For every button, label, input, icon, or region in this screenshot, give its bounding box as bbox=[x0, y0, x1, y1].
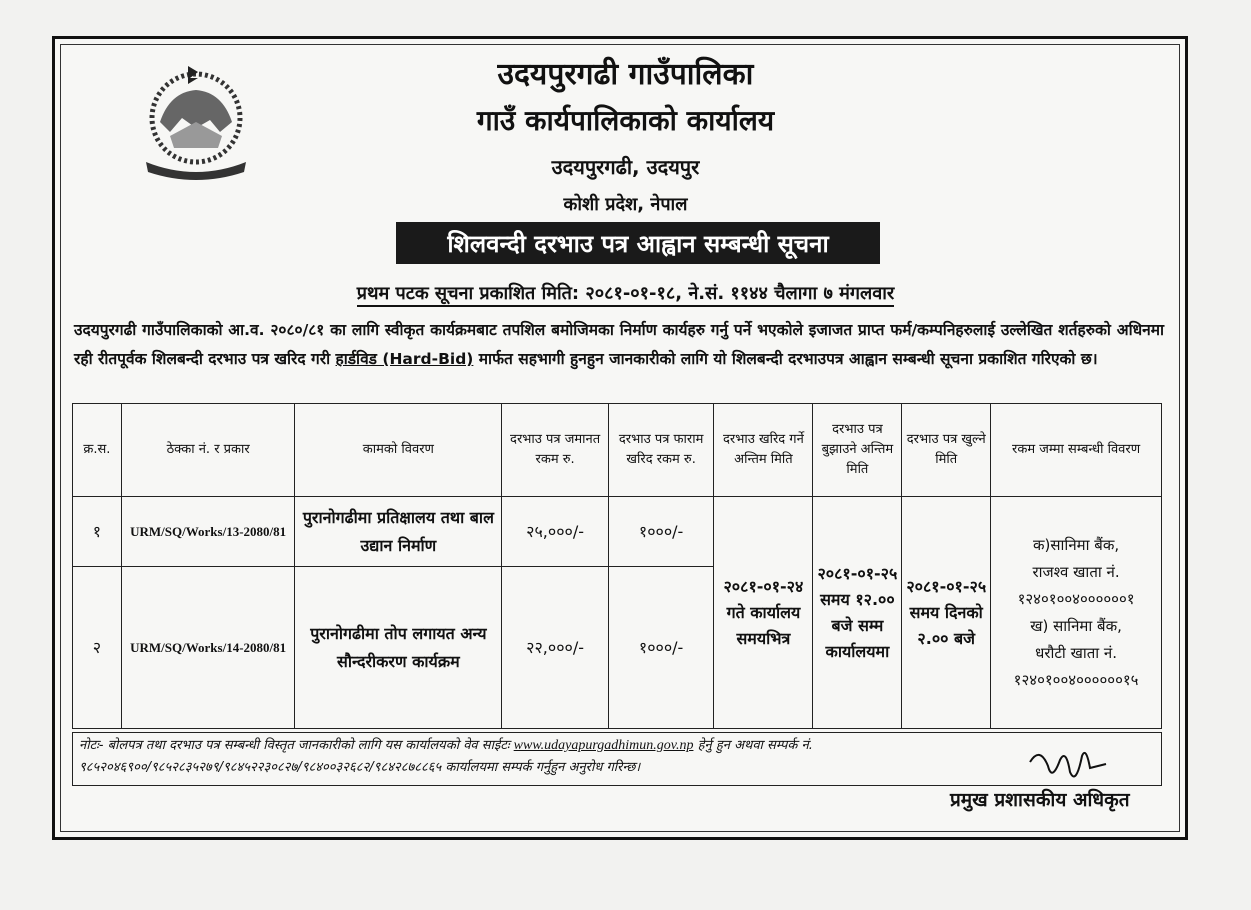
bank-line: १२४०१००४००००००१५ bbox=[1013, 670, 1139, 689]
tender-table bbox=[72, 403, 1162, 729]
header-bank-details: रकम जम्मा सम्बन्धी विवरण bbox=[991, 404, 1162, 497]
header-contract: ठेक्का नं. र प्रकार bbox=[121, 404, 295, 497]
bank-line: राजश्व खाता नं. bbox=[1032, 562, 1120, 581]
header-form-fee: दरभाउ पत्र फाराम खरिद रकम रु. bbox=[608, 404, 713, 497]
body-part2: मार्फत सहभागी हुनहुन जानकारीको लागि यो शिलबन्दी दरभाउपत्र आह्वान सम्बन्धी सूचना प्रकाशित गरिएको छ। bbox=[478, 350, 1098, 368]
header-opening-date: दरभाउ पत्र खुल्ने मिति bbox=[902, 404, 991, 497]
bank-line: क)सानिमा बैंक, bbox=[1033, 535, 1120, 554]
row-form-fee: १०००/- bbox=[608, 567, 713, 729]
opening-date-cell: २०८१-०१-२५ समय दिनको २.०० बजे bbox=[902, 497, 991, 729]
note-prefix: नोटः- बोलपत्र तथा दरभाउ पत्र सम्बन्धी विस्तृत जानकारीको लागि यस कार्यालयको वेव साईटः bbox=[79, 738, 510, 753]
note-suffix: हेर्नु हुन अथवा सम्पर्क नं. bbox=[697, 738, 813, 753]
table-header-row bbox=[73, 404, 1162, 497]
row-sn: १ bbox=[73, 497, 122, 567]
row-bond: २५,०००/- bbox=[502, 497, 609, 567]
row-bond: २२,०००/- bbox=[502, 567, 609, 729]
note-phone-line: ९८५२०४६९००/९८५२८३५२७९/९८४५२२३०८२७/९८४००३२६८२/९८४२८७८८६५ कार्यालयमा सम्पर्क गर्नुहुन अनुरोध गरिन्छ। bbox=[79, 760, 641, 775]
publish-date-text: प्रथम पटक सूचना प्रकाशित मिति: २०८१-०१-१८, ने.सं. ११४४ चैलागा ७ मंगलवार bbox=[357, 283, 895, 307]
header-sn: क्र.स. bbox=[73, 404, 122, 497]
notice-title-banner: शिलवन्दी दरभाउ पत्र आह्वान सम्बन्धी सूचना bbox=[396, 222, 880, 264]
note-box bbox=[72, 732, 1162, 786]
signer-title: प्रमुख प्रशासकीय अधिकृत bbox=[950, 789, 1130, 811]
row-work: पुरानोगढीमा तोप लगायत अन्य सौन्दरीकरण कार्यक्रम bbox=[295, 567, 502, 729]
province-line: कोशी प्रदेश, नेपाल bbox=[563, 194, 688, 215]
table-row bbox=[73, 497, 1162, 567]
notice-body bbox=[74, 316, 1164, 374]
row-work: पुरानोगढीमा प्रतिक्षालय तथा बाल उद्यान निर्माण bbox=[295, 497, 502, 567]
header-work: कामको विवरण bbox=[295, 404, 502, 497]
bank-line: ख) सानिमा बैंक, bbox=[1030, 616, 1122, 635]
row-form-fee: १०००/- bbox=[608, 497, 713, 567]
header-bond: दरभाउ पत्र जमानत रकम रु. bbox=[502, 404, 609, 497]
header-purchase-deadline: दरभाउ खरिद गर्ने अन्तिम मिति bbox=[714, 404, 813, 497]
purchase-deadline-cell: २०८१-०१-२४ गते कार्यालय समयभित्र bbox=[714, 497, 813, 729]
row-contract: URM/SQ/Works/13-2080/81 bbox=[121, 497, 295, 567]
header-submit-deadline: दरभाउ पत्र बुझाउने अन्तिम मिति bbox=[813, 404, 902, 497]
publish-date-line bbox=[0, 281, 1251, 305]
address-line: उदयपुरगढी, उदयपुर bbox=[551, 155, 700, 179]
row-sn: २ bbox=[73, 567, 122, 729]
bank-details-cell bbox=[991, 497, 1162, 729]
row-contract: URM/SQ/Works/14-2080/81 bbox=[121, 567, 295, 729]
body-part1: उदयपुरगढी गाउँपालिकाको आ.व. २०८०/८१ का लागि स्वीकृत कार्यक्रमबाट तपशिल बमोजिमका निर्माण कार्यहरु गर्नु पर्ने भएकोले इजाजत प्राप्त फर्म/कम्पनिहरुलाई उल्लेखित शर्तहरुको अधिनमा रही रीतपूर्वक शिलबन्दी दरभाउ पत्र खरिद गरी bbox=[74, 321, 1164, 368]
office-title: गाउँ कार्यपालिकाको कार्यालय bbox=[476, 104, 775, 137]
bank-line: १२४०१००४००००००१ bbox=[1017, 589, 1135, 608]
website-link[interactable]: www.udayapurgadhimun.gov.np bbox=[513, 738, 694, 753]
municipality-title: उदयपुरगढी गाउँपालिका bbox=[497, 57, 754, 92]
hard-bid-term: हार्डविड (Hard-Bid) bbox=[335, 350, 474, 368]
submit-deadline-cell: २०८१-०१-२५ समय १२.०० बजे सम्म कार्यालयमा bbox=[813, 497, 902, 729]
bank-line: धरौटी खाता नं. bbox=[1035, 643, 1118, 662]
signature-icon bbox=[1020, 742, 1110, 790]
